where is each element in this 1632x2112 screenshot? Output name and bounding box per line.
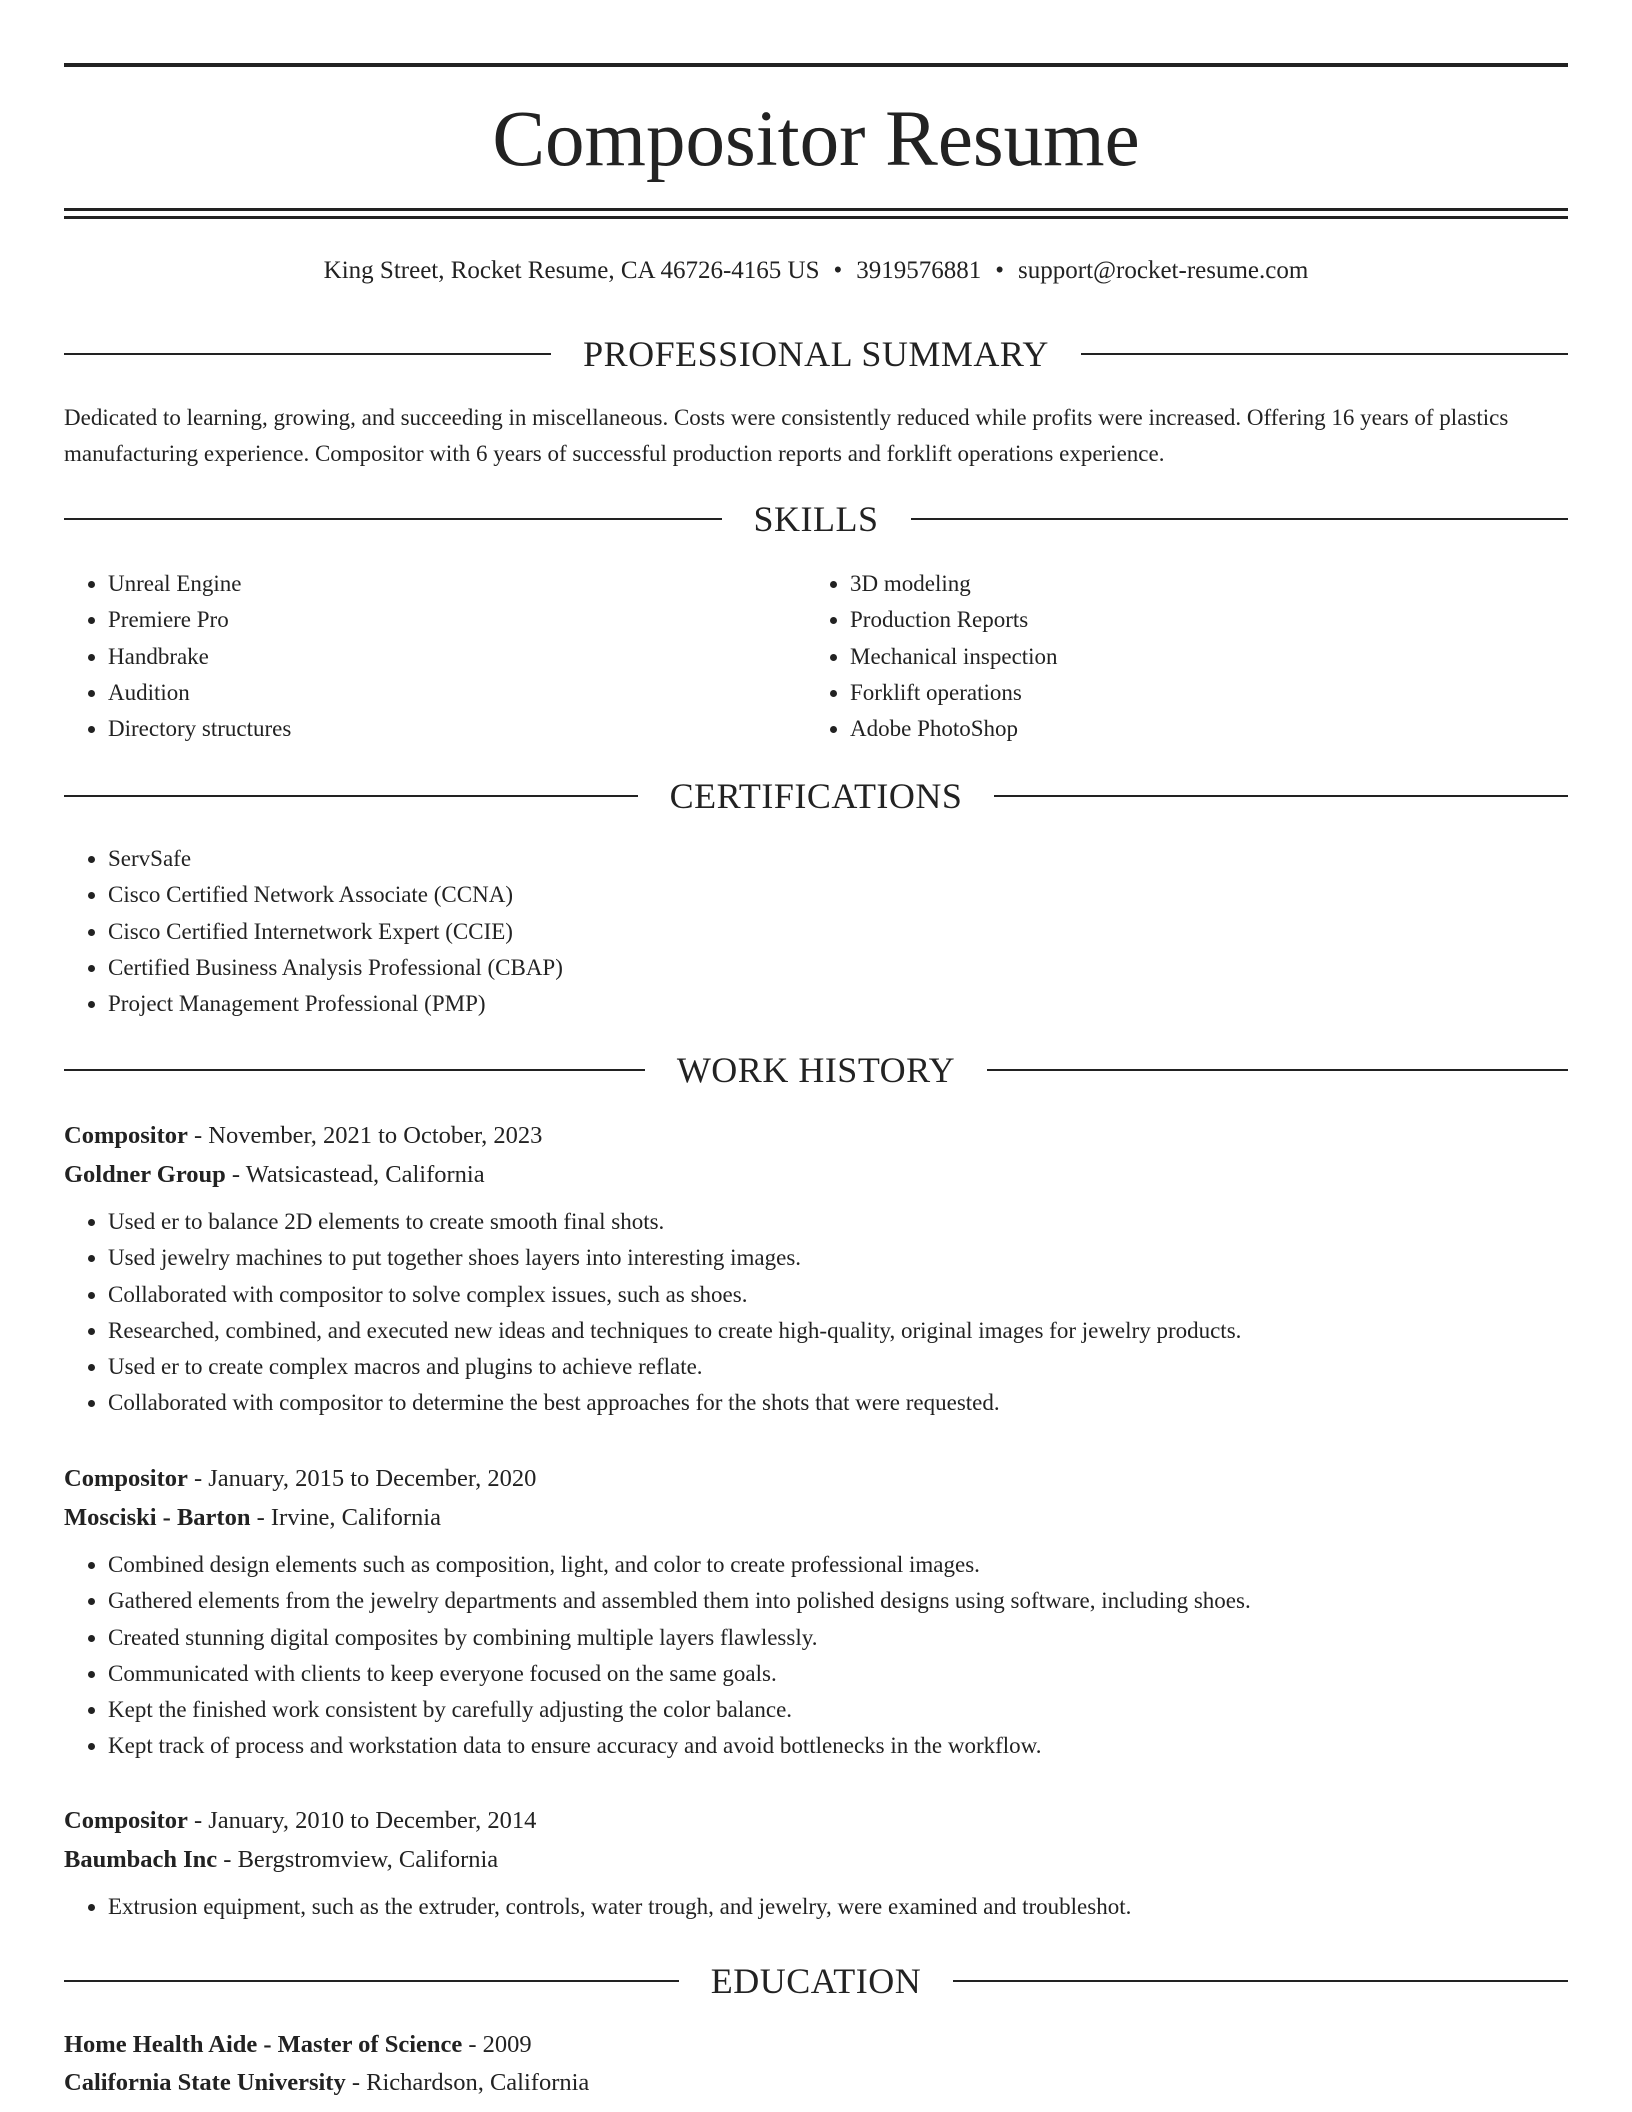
contact-separator: • (833, 257, 843, 284)
education-degree-line (64, 2026, 1568, 2064)
job-company: Goldner Group (64, 1161, 226, 1188)
section-rule (64, 795, 638, 797)
certification-item: • Cisco Certified Network Associate (CCNA) (108, 877, 1064, 913)
duty-item: • Used jewelry machines to put together shoes layers into interesting images. (108, 1240, 1568, 1276)
section-header-work-history (64, 1048, 1568, 1092)
section-header-skills (64, 497, 1568, 541)
job-title: Compositor (64, 1465, 188, 1492)
job-company: Mosciski - Barton (64, 1504, 251, 1531)
certification-item: • Certified Business Analysis Professional (CBAP) (108, 950, 1064, 986)
section-rule (953, 1980, 1568, 1982)
job-dates: - November, 2021 to October, 2023 (193, 1122, 543, 1149)
job-entry (64, 1116, 1568, 1422)
section-rule (64, 1069, 645, 1071)
job-company-line (64, 1498, 1568, 1537)
skill-item: • 3D modeling (850, 566, 1406, 602)
education-entry (64, 2026, 1568, 2102)
section-header-education (64, 1959, 1568, 2003)
skill-item: • Premiere Pro (108, 602, 664, 638)
skill-item: • Unreal Engine (108, 566, 664, 602)
skill-item: • Adobe PhotoShop (850, 711, 1406, 747)
job-title-line (64, 1116, 1568, 1155)
title-rule-lower (64, 216, 1568, 219)
section-rule (64, 353, 551, 355)
job-duties (64, 1547, 1568, 1765)
job-title: Compositor (64, 1807, 188, 1834)
job-company: Baumbach Inc (64, 1846, 218, 1873)
education-school: California State University (64, 2069, 346, 2096)
job-dates: - January, 2015 to December, 2020 (193, 1465, 537, 1492)
section-title: SKILLS (753, 499, 879, 539)
certification-item: • Cisco Certified Internetwork Expert (CCIE) (108, 914, 1064, 950)
skill-item: • Mechanical inspection (850, 639, 1406, 675)
certification-item: • ServSafe (108, 841, 1064, 877)
section-title: EDUCATION (710, 1961, 922, 2001)
job-company-line (64, 1155, 1568, 1194)
contact-phone: 3919576881 (856, 257, 982, 284)
contact-separator: • (995, 257, 1005, 284)
duty-item: • Used er to balance 2D elements to create smooth final shots. (108, 1204, 1568, 1240)
certification-item: • Project Management Professional (PMP) (108, 986, 1064, 1022)
section-header-certifications (64, 774, 1568, 818)
skills-list-right (806, 566, 1406, 747)
page-title: Compositor Resume (492, 96, 1140, 183)
duty-item: • Researched, combined, and executed new ideas and techniques to create high-quality, original images for jewelry products. (108, 1313, 1568, 1349)
job-title: Compositor (64, 1122, 188, 1149)
job-entry (64, 1459, 1568, 1765)
job-duties (64, 1204, 1568, 1422)
job-title-line (64, 1801, 1568, 1840)
section-header-summary (64, 332, 1568, 376)
skill-item: • Directory structures (108, 711, 664, 747)
job-company-line (64, 1840, 1568, 1879)
top-rule (64, 63, 1568, 67)
duty-item: • Communicated with clients to keep everyone focused on the same goals. (108, 1656, 1568, 1692)
section-title: PROFESSIONAL SUMMARY (583, 334, 1049, 374)
job-location: - Bergstromview, California (223, 1846, 499, 1873)
section-rule (1081, 353, 1568, 355)
duty-item: • Gathered elements from the jewelry departments and assembled them into polished designs using software, including shoes. (108, 1583, 1568, 1619)
job-location: - Watsicastead, California (231, 1161, 485, 1188)
job-dates: - January, 2010 to December, 2014 (193, 1807, 537, 1834)
section-rule (64, 518, 722, 520)
duty-item: • Collaborated with compositor to determine the best approaches for the shots that were requested. (108, 1385, 1568, 1421)
job-title-line (64, 1459, 1568, 1498)
skill-item: • Forklift operations (850, 675, 1406, 711)
skill-item: • Handbrake (108, 639, 664, 675)
contact-line (64, 253, 1568, 289)
duty-item: • Extrusion equipment, such as the extruder, controls, water trough, and jewelry, were examined and troubleshot. (108, 1889, 1568, 1925)
section-rule (987, 1069, 1568, 1071)
title-rule-upper (64, 208, 1568, 211)
contact-address: King Street, Rocket Resume, CA 46726-4165 US (323, 257, 820, 284)
duty-item: • Collaborated with compositor to solve complex issues, such as shoes. (108, 1277, 1568, 1313)
duty-item: • Used er to create complex macros and plugins to achieve reflate. (108, 1349, 1568, 1385)
section-rule (64, 1980, 679, 1982)
job-entry (64, 1801, 1568, 1925)
education-location: - Richardson, California (351, 2069, 590, 2096)
duty-item: • Combined design elements such as composition, light, and color to create professional images. (108, 1547, 1568, 1583)
education-degree: Home Health Aide - Master of Science (64, 2031, 463, 2058)
section-rule (911, 518, 1569, 520)
duty-item: • Kept the finished work consistent by carefully adjusting the color balance. (108, 1692, 1568, 1728)
section-rule (994, 795, 1568, 797)
job-duties (64, 1889, 1568, 1925)
skills-list-left (64, 566, 664, 747)
certifications-list (64, 841, 1064, 1022)
section-title: CERTIFICATIONS (669, 776, 963, 816)
section-title: WORK HISTORY (676, 1050, 956, 1090)
summary-text: Dedicated to learning, growing, and succeeding in miscellaneous. Costs were consistently reduced while profits were increased. Offering 16 years of plastics manufacturing experience. Compositor with 6 years of successful production reports and forklift operations experience. (64, 405, 1509, 466)
contact-email: support@rocket-resume.com (1018, 257, 1309, 284)
duty-item: • Kept track of process and workstation data to ensure accuracy and avoid bottlenecks in the workflow. (108, 1728, 1568, 1764)
skill-item: • Production Reports (850, 602, 1406, 638)
duty-item: • Created stunning digital composites by combining multiple layers flawlessly. (108, 1620, 1568, 1656)
education-school-line (64, 2064, 1568, 2102)
job-location: - Irvine, California (256, 1504, 441, 1531)
skill-item: • Audition (108, 675, 664, 711)
education-year: - 2009 (468, 2031, 532, 2058)
